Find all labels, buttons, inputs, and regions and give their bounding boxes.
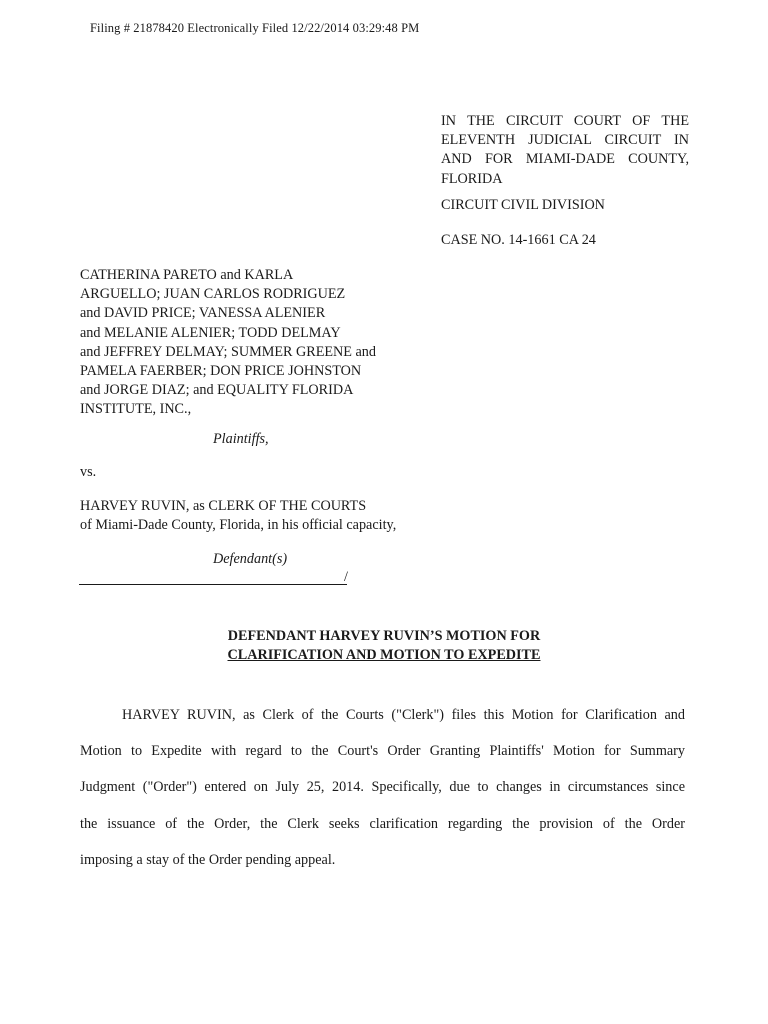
body-line: Judgment ("Order") entered on July 25, 2014. Specifically, due to changes in circumstances since — [80, 779, 685, 796]
case-number: CASE NO. 14-1661 CA 24 — [441, 232, 596, 248]
court-division: CIRCUIT CIVIL DIVISION — [441, 197, 605, 213]
plaintiffs-list — [80, 266, 376, 420]
defendant-block — [80, 497, 396, 535]
caption-divider — [79, 584, 347, 585]
plaintiffs-label: Plaintiffs, — [213, 431, 269, 447]
court-caption — [441, 112, 689, 189]
body-line: Motion to Expedite with regard to the Court's Order Granting Plaintiffs' Motion for Summary — [80, 743, 685, 760]
plaintiff-line: ARGUELLO; JUAN CARLOS RODRIGUEZ — [80, 286, 346, 303]
court-line: FLORIDA — [441, 170, 503, 187]
motion-title-line: DEFENDANT HARVEY RUVIN’S MOTION FOR — [227, 628, 541, 644]
filing-header: Filing # 21878420 Electronically Filed 12/22/2014 03:29:48 PM — [90, 21, 420, 35]
plaintiff-line: and DAVID PRICE; VANESSA ALENIER — [80, 305, 326, 322]
caption-slash: / — [344, 569, 348, 585]
body-paragraph — [80, 697, 685, 878]
plaintiff-line: PAMELA FAERBER; DON PRICE JOHNSTON — [80, 363, 362, 380]
defendant-line: of Miami-Dade County, Florida, in his official capacity, — [80, 517, 397, 534]
plaintiff-line: and JEFFREY DELMAY; SUMMER GREENE and — [80, 343, 376, 360]
motion-title-line: CLARIFICATION AND MOTION TO EXPEDITE — [227, 647, 541, 663]
plaintiff-line: and JORGE DIAZ; and EQUALITY FLORIDA — [80, 382, 354, 399]
court-line: IN THE CIRCUIT COURT OF THE — [441, 113, 689, 129]
body-line: HARVEY RUVIN, as Clerk of the Courts ("Clerk") files this Motion for Clarification and — [122, 707, 685, 723]
court-line: ELEVENTH JUDICIAL CIRCUIT IN — [441, 132, 689, 149]
defendant-line: HARVEY RUVIN, as CLERK OF THE COURTS — [80, 498, 367, 514]
plaintiff-line: and MELANIE ALENIER; TODD DELMAY — [80, 324, 341, 341]
court-line: AND FOR MIAMI-DADE COUNTY, — [441, 151, 689, 168]
defendant-label: Defendant(s) — [213, 551, 288, 567]
motion-title — [0, 627, 768, 665]
body-line: imposing a stay of the Order pending appeal. — [80, 851, 336, 868]
plaintiff-line: CATHERINA PARETO and KARLA — [80, 267, 294, 283]
body-line: the issuance of the Order, the Clerk seeks clarification regarding the provision of the Order — [80, 815, 685, 832]
versus-label: vs. — [80, 464, 97, 480]
plaintiff-line: INSTITUTE, INC., — [80, 401, 192, 418]
